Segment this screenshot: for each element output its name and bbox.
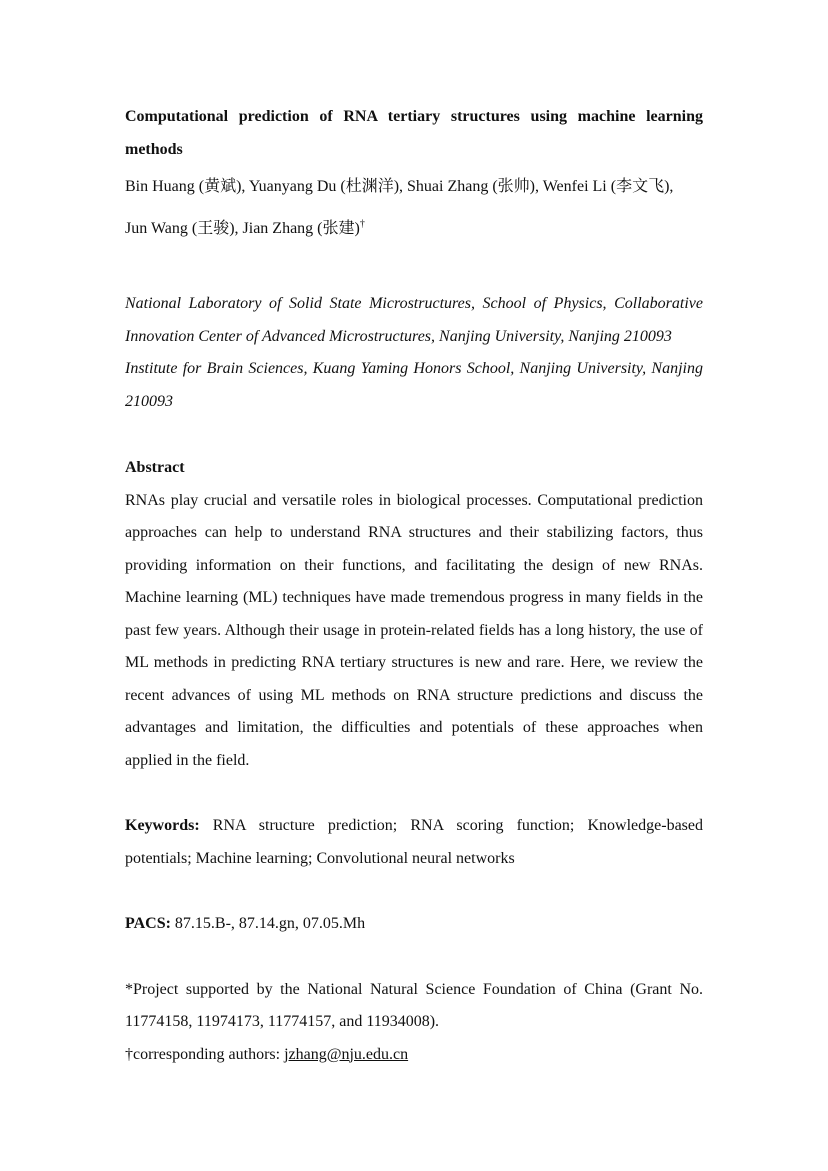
pacs-text: 87.15.B-, 87.14.gn, 07.05.Mh: [170, 915, 366, 932]
email-link[interactable]: jzhang@nju.edu.cn: [284, 1045, 409, 1063]
pacs-label: PACS:: [125, 915, 171, 932]
abstract-text: RNAs play crucial and versatile roles in biological processes. Computational prediction approaches can help to understand RNA structures and their stabilizing factors, thus providing information on their functions, and facilitating the design of new RNAs. Machine learning (ML) techniques have made tremendous progress in many fields in the past few years. Although their usage in protein-related fields has a long history, the use of ML methods in predicting RNA tertiary structures is new and rare. Here, we review the recent advances of using ML methods on RNA structure predictions and discuss the advantages and limitation, the difficulties and potentials of these approaches when applied in the field.: [125, 491, 703, 769]
author-line-2-text: Jun Wang (王骏), Jian Zhang (张建): [125, 220, 360, 237]
corresponding-label: †corresponding authors:: [125, 1045, 285, 1063]
author-list: [125, 166, 703, 250]
author-line-1: Bin Huang (黄斌), Yuanyang Du (杜渊洋), Shuai Zhang (张帅), Wenfei Li (李文飞),: [125, 178, 674, 195]
pacs: [125, 908, 703, 941]
paper-title: Computational prediction of RNA tertiary structures using machine learning methods: [125, 108, 703, 158]
corresponding-authors: [125, 1039, 703, 1072]
keywords-label: Keywords:: [125, 817, 200, 834]
paper-page: [125, 100, 703, 1071]
funding-note: *Project supported by the National Natural Science Foundation of China (Grant No. 11774158, 11974173, 11774157, and 11934008).: [125, 980, 703, 1030]
author-line-2: [125, 208, 703, 250]
affiliations: [125, 288, 703, 418]
keywords: [125, 810, 703, 875]
affiliation-1: National Laboratory of Solid State Microstructures, School of Physics, Collaborative Innovation Center of Advanced Microstructures, Nanjing University, Nanjing 210093: [125, 295, 703, 345]
corresponding-mark: †: [359, 218, 365, 230]
abstract-heading: Abstract: [125, 459, 185, 476]
affiliation-2: Institute for Brain Sciences, Kuang Yaming Honors School, Nanjing University, Nanjing 210093: [125, 360, 703, 410]
keywords-text: RNA structure prediction; RNA scoring function; Knowledge-based potentials; Machine learning; Convolutional neural networks: [125, 817, 703, 867]
